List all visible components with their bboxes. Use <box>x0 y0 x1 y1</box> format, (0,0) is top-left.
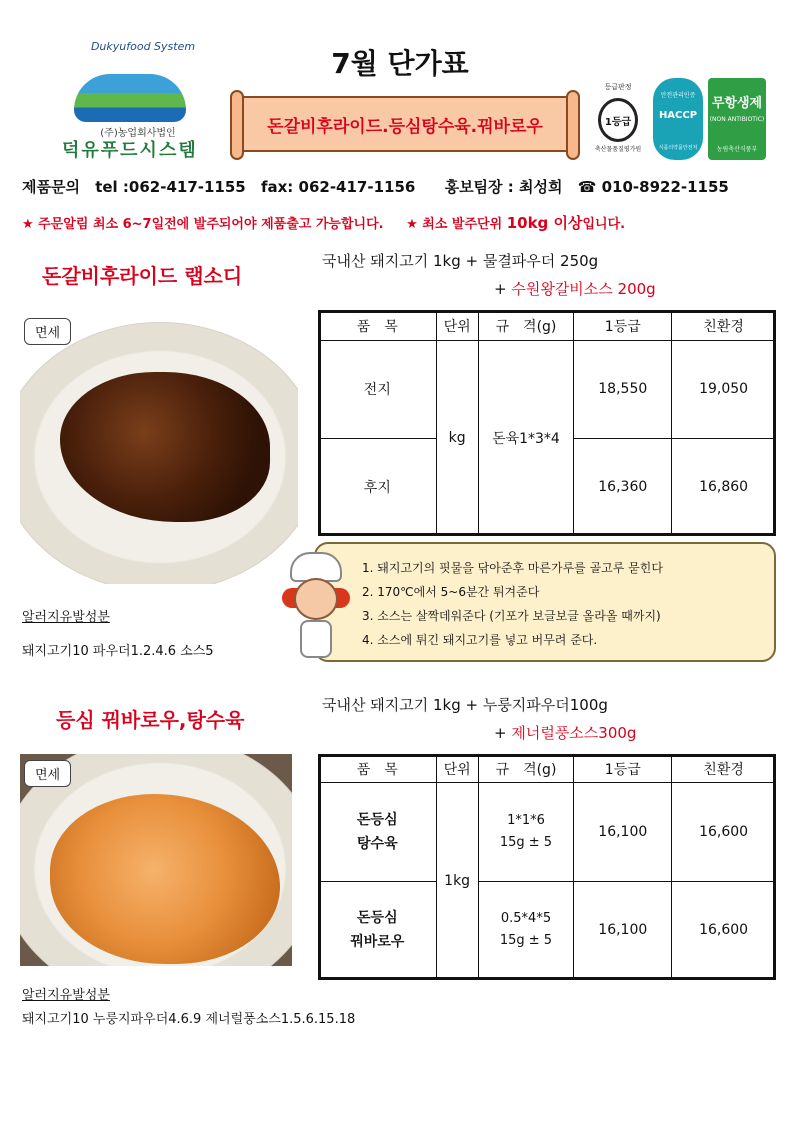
spec-cell <box>478 783 574 882</box>
section1-plus: + <box>494 280 512 298</box>
notice-part2a: ★ 최소 발주단위 <box>406 217 507 232</box>
section1-ingredients-line1: 국내산 돼지고기 1kg + 물결파우더 250g <box>322 252 599 270</box>
eco-cell: 19,050 <box>672 341 776 439</box>
order-notice <box>22 212 625 233</box>
haccp-cert-icon <box>653 78 703 160</box>
logo-sub-text: (주)농업회사법인 <box>100 128 176 139</box>
page-title: 7월 단가표 <box>331 47 469 80</box>
tax-free-badge: 면세 <box>24 318 71 345</box>
table-header-row <box>319 755 776 783</box>
cooking-tips-list <box>362 556 663 652</box>
chef-body <box>300 620 332 658</box>
section1-title: 돈갈비후라이드 랩소디 <box>42 264 243 288</box>
notice-part2b: 10kg 이상 <box>506 214 583 232</box>
table-row <box>319 881 776 980</box>
antibiotic-bottom: 농림축산식품부 <box>716 146 758 153</box>
tip-item: 4. 소스에 튀긴 돼지고기를 넣고 버무려 준다. <box>362 633 598 647</box>
grade-cert-bottom: 축산물품질평가원 <box>594 146 642 153</box>
logo-company-name: 덕유푸드시스템 <box>62 140 198 161</box>
section2-food-photo <box>20 754 292 966</box>
item-line2: 탕수육 <box>357 835 398 852</box>
header-unit: 단위 <box>436 311 478 341</box>
contact-phone: ☎ 010-8922-1155 <box>577 178 729 196</box>
cooking-tips-box <box>314 542 776 662</box>
notice-part2c: 입니다. <box>582 217 626 232</box>
section2-title: 등심 꿔바로우,탕수육 <box>56 708 245 732</box>
section1-ingredients-line2 <box>494 278 656 299</box>
grade1-cell: 16,360 <box>574 438 672 536</box>
contact-fax: fax: 062-417-1156 <box>260 178 416 196</box>
tip-item: 2. 170℃에서 5~6분간 튀겨준다 <box>362 585 540 599</box>
haccp-bottom: 식품의약품안전처 <box>658 145 698 151</box>
spec-cell: 돈육1*3*4 <box>478 341 574 536</box>
antibiotic-free-cert-icon <box>708 78 766 160</box>
chef-character-icon <box>276 552 356 662</box>
header-eco: 친환경 <box>672 755 776 783</box>
section2-sauce: 제너럴풍소스300g <box>511 724 637 742</box>
haccp-center: HACCP <box>658 110 698 121</box>
notice-part1: ★ 주문알림 최소 6~7일전에 발주되어야 제품출고 가능합니다. <box>22 217 384 232</box>
contact-label: 제품문의 <box>22 178 80 196</box>
scroll-curl-right <box>566 90 580 160</box>
table-row <box>319 783 776 882</box>
header-grade1: 1등급 <box>574 311 672 341</box>
grade-cert-top: 등급판정 <box>604 83 632 91</box>
section2-price-table-frame <box>318 754 776 980</box>
banner-body <box>240 96 570 152</box>
header-grade1: 1등급 <box>574 755 672 783</box>
item-line1: 돈등심 <box>357 811 398 828</box>
section1-price-table-frame <box>318 310 776 536</box>
haccp-top: 안전관리인증 <box>660 92 696 99</box>
grade1-cell: 18,550 <box>574 341 672 439</box>
section2-allergy-heading: 알러지유발성분 <box>22 988 110 1003</box>
grade-cert-center: 1등급 <box>604 116 632 128</box>
header-item: 품 목 <box>319 311 437 341</box>
spec-line1: 0.5*4*5 <box>500 911 552 927</box>
contact-promo: 홍보팀장 : 최성희 <box>444 178 563 196</box>
chef-face <box>294 578 338 620</box>
section2-allergy-values: 돼지고기10 누룽지파우더4.6.9 제너럴풍소스1.5.6.15.18 <box>22 1012 356 1027</box>
header-spec: 규 격(g) <box>478 755 574 783</box>
section2-ingredients-line1: 국내산 돼지고기 1kg + 누룽지파우더100g <box>322 696 608 714</box>
spec-line1: 1*1*6 <box>507 812 545 828</box>
section1-price-table <box>318 310 776 536</box>
table-header-row <box>319 311 776 341</box>
row-item <box>319 881 437 980</box>
section2-plus: + <box>494 724 512 742</box>
scroll-curl-left <box>230 90 244 160</box>
antibiotic-sub: (NON ANTIBIOTIC) <box>709 116 765 123</box>
logo-landscape-icon <box>74 74 186 122</box>
item-line2: 꿔바로우 <box>350 934 405 951</box>
grade-cert-icon <box>594 80 642 158</box>
grade-cert-ring <box>598 98 638 142</box>
eco-cell: 16,600 <box>672 881 776 980</box>
banner-scroll <box>230 90 580 160</box>
banner-text: 돈갈비후라이드.등심탕수육.꿔바로우 <box>267 116 543 137</box>
section1-sauce: 수원왕갈비소스 200g <box>511 280 656 298</box>
header-unit: 단위 <box>436 755 478 783</box>
logo-arc-text: Dukyufood System <box>90 40 196 53</box>
table-row <box>319 341 776 439</box>
eco-cell: 16,600 <box>672 783 776 882</box>
row-item <box>319 783 437 882</box>
grade1-cell: 16,100 <box>574 783 672 882</box>
company-logo <box>58 40 228 161</box>
tax-free-badge: 면세 <box>24 760 71 787</box>
contact-tel: tel :062-417-1155 <box>95 178 246 196</box>
antibiotic-main: 무항생제 <box>711 96 763 111</box>
header-item: 품 목 <box>319 755 437 783</box>
row-item: 전지 <box>319 341 437 439</box>
spec-line2: 15g ± 5 <box>499 834 553 850</box>
section1-food-photo <box>20 312 298 584</box>
tip-item: 1. 돼지고기의 핏물을 닦아준후 마른가루를 골고루 묻힌다 <box>362 561 663 575</box>
header-spec: 규 격(g) <box>478 311 574 341</box>
section1-allergy-heading: 알러지유발성분 <box>22 610 110 625</box>
unit-cell: 1kg <box>436 783 478 980</box>
row-item: 후지 <box>319 438 437 536</box>
spec-line2: 15g ± 5 <box>499 933 553 949</box>
unit-cell: kg <box>436 341 478 536</box>
eco-cell: 16,860 <box>672 438 776 536</box>
section2-ingredients-line2 <box>494 722 636 743</box>
section1-allergy-values: 돼지고기10 파우더1.2.4.6 소스5 <box>22 644 214 659</box>
item-line1: 돈등심 <box>357 910 398 927</box>
header-eco: 친환경 <box>672 311 776 341</box>
grade1-cell: 16,100 <box>574 881 672 980</box>
spec-cell <box>478 881 574 980</box>
contact-line <box>22 176 739 197</box>
tip-item: 3. 소스는 살짝데워준다 (기포가 보글보글 올라올 때까지) <box>362 609 661 623</box>
section2-price-table <box>318 754 776 980</box>
